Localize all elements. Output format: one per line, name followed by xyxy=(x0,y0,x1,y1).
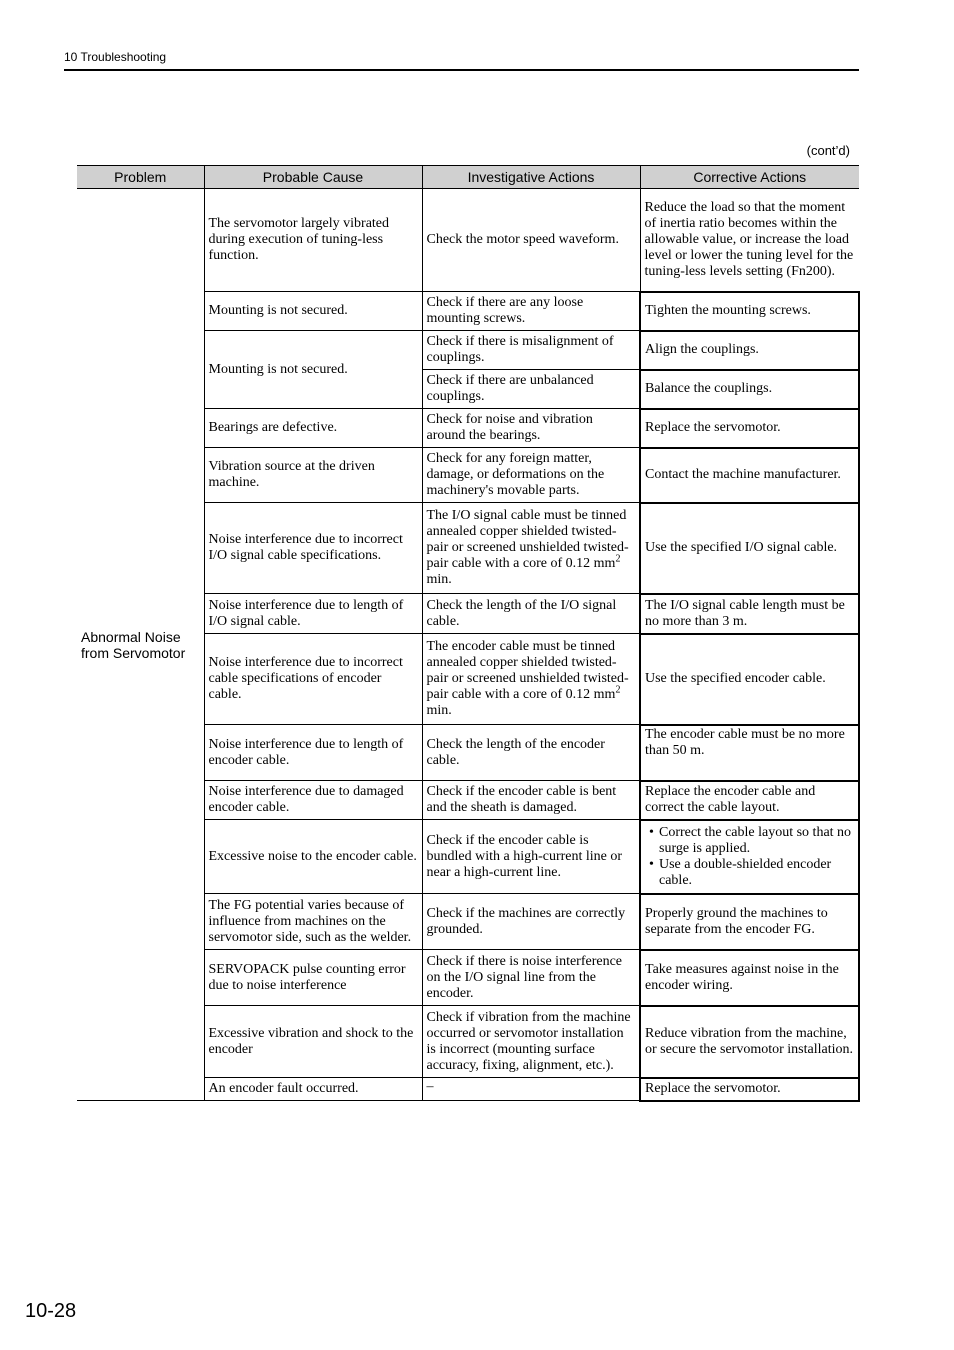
cause-cell: Bearings are defective. xyxy=(204,409,422,448)
investigate-cell: Check the length of the I/O signal cable. xyxy=(422,594,640,634)
investigate-cell: Check if the encoder cable is bent and the sheath is damaged. xyxy=(422,781,640,820)
cause-cell: The servomotor largely vibrated during execution of tuning-less function. xyxy=(204,189,422,292)
cause-cell: An encoder fault occurred. xyxy=(204,1078,422,1101)
investigate-cell: Check if vibration from the machine occurred or servomotor installation is incorrect (mounting surface accuracy, fixing, alignment, etc.). xyxy=(422,1006,640,1078)
correct-cell: Reduce vibration from the machine, or secure the servomotor installation. xyxy=(640,1006,859,1078)
column-header-problem: Problem xyxy=(77,166,204,189)
investigate-cell: Check the motor speed waveform. xyxy=(422,189,640,292)
cause-cell: Vibration source at the driven machine. xyxy=(204,448,422,503)
correct-cell: Reduce the load so that the moment of inertia ratio becomes within the allowable value, or increase the load level or lower the tuning level for the tuning-less levels setting (Fn200). xyxy=(640,189,859,292)
investigate-tail: min. xyxy=(426,703,452,718)
correct-cell: Replace the encoder cable and correct the cable layout. xyxy=(640,781,859,820)
correct-cell: The I/O signal cable length must be no more than 3 m. xyxy=(640,594,859,634)
investigate-cell xyxy=(422,634,640,725)
correct-cell xyxy=(640,820,859,894)
superscript: 2 xyxy=(615,684,621,696)
continued-label: (cont’d) xyxy=(806,143,850,158)
column-header-investigate: Investigative Actions xyxy=(422,166,640,189)
column-header-correct: Corrective Actions xyxy=(640,166,859,189)
correct-cell: Replace the servomotor. xyxy=(640,1078,859,1101)
correct-cell: Use the specified encoder cable. xyxy=(640,634,859,725)
table-row xyxy=(77,189,859,292)
correct-cell: Take measures against noise in the encoder wiring. xyxy=(640,950,859,1006)
correct-cell: Replace the servomotor. xyxy=(640,409,859,448)
section-header: 10 Troubleshooting xyxy=(64,50,167,64)
investigate-cell: Check for any foreign matter, damage, or deformations on the machinery's movable parts. xyxy=(422,448,640,503)
investigate-cell xyxy=(422,503,640,594)
table-header-row xyxy=(77,166,859,189)
investigate-cell: Check for noise and vibration around the bearings. xyxy=(422,409,640,448)
superscript: 2 xyxy=(615,553,621,565)
investigate-cell: Check if the machines are correctly grounded. xyxy=(422,894,640,950)
correct-cell: Align the couplings. xyxy=(640,331,859,370)
cause-cell: The FG potential varies because of influence from machines on the servomotor side, such as the welder. xyxy=(204,894,422,950)
column-header-cause: Probable Cause xyxy=(204,166,422,189)
investigate-cell: Check if there is misalignment of couplings. xyxy=(422,331,640,370)
investigate-cell: Check if there is noise interference on the I/O signal line from the encoder. xyxy=(422,950,640,1006)
cause-cell: Excessive noise to the encoder cable. xyxy=(204,820,422,894)
troubleshooting-table xyxy=(77,165,860,1102)
corrective-list xyxy=(645,825,854,889)
correct-cell: The encoder cable must be no more than 50 m. xyxy=(640,725,859,781)
correct-cell: Balance the couplings. xyxy=(640,370,859,409)
cause-cell: SERVOPACK pulse counting error due to noise interference xyxy=(204,950,422,1006)
cause-cell: Noise interference due to damaged encoder cable. xyxy=(204,781,422,820)
correct-cell: Contact the machine manufacturer. xyxy=(640,448,859,503)
problem-cell: Abnormal Noise from Servomotor xyxy=(77,189,204,1101)
correct-cell: Tighten the mounting screws. xyxy=(640,292,859,331)
cause-cell: Mounting is not secured. xyxy=(204,331,422,409)
cause-cell: Noise interference due to length of I/O signal cable. xyxy=(204,594,422,634)
investigate-cell: Check the length of the encoder cable. xyxy=(422,725,640,781)
list-item: • Correct the cable layout so that no surge is applied. xyxy=(645,825,854,857)
correct-cell: Properly ground the machines to separate from the encoder FG. xyxy=(640,894,859,950)
list-item: • Use a double-shielded encoder cable. xyxy=(645,857,854,889)
investigate-tail: min. xyxy=(426,572,452,587)
cause-cell: Noise interference due to length of encoder cable. xyxy=(204,725,422,781)
cause-cell: Noise interference due to incorrect cable specifications of encoder cable. xyxy=(204,634,422,725)
investigate-cell: Check if the encoder cable is bundled with a high-current line or near a high-current line. xyxy=(422,820,640,894)
investigate-text: The I/O signal cable must be tinned annealed copper shielded twisted-pair or screened unshielded twisted-pair cable with a core of 0.12 mm xyxy=(426,508,629,571)
investigate-cell: Check if there are any loose mounting screws. xyxy=(422,292,640,331)
investigate-cell: – xyxy=(422,1078,640,1101)
page-number: 10-28 xyxy=(25,1300,77,1322)
header-rule xyxy=(64,69,859,71)
cause-cell: Noise interference due to incorrect I/O signal cable specifications. xyxy=(204,503,422,594)
cause-cell: Mounting is not secured. xyxy=(204,292,422,331)
cause-cell: Excessive vibration and shock to the encoder xyxy=(204,1006,422,1078)
investigate-text: The encoder cable must be tinned annealed copper shielded twisted-pair or screened unshielded twisted-pair cable with a core of 0.12 mm xyxy=(426,639,629,702)
investigate-cell: Check if there are unbalanced couplings. xyxy=(422,370,640,409)
correct-cell: Use the specified I/O signal cable. xyxy=(640,503,859,594)
